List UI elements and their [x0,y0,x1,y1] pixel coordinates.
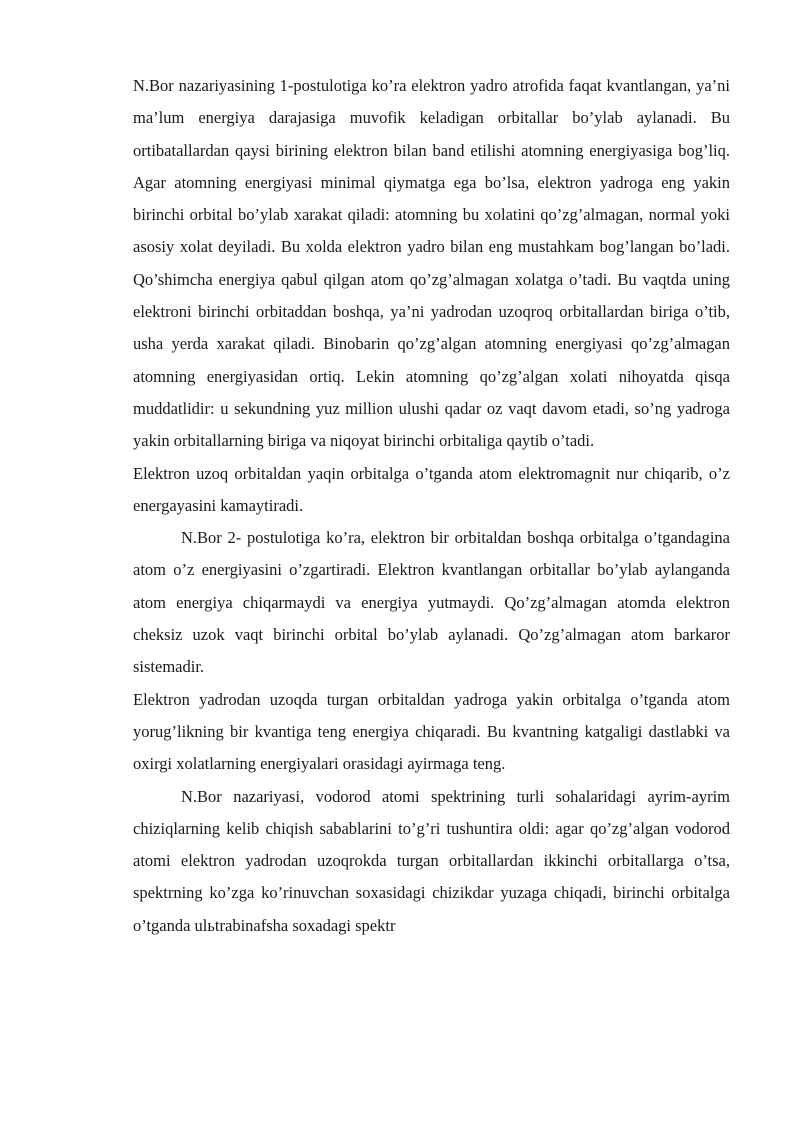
paragraph-electron-transition: Elektron uzoq orbitaldan yaqin orbitalga o’tganda atom elektromagnit nur chiqarib, o’z energayasini kamaytiradi. [133,463,730,515]
paragraph-bor-first-postulate: N.Bor nazariyasining 1-postulotiga ko’ra elektron yadro atrofida faqat kvantlangan, ya’ni ma’lum energiya darajasiga muvofik keladigan orbitallar bo’ylab aylanadi. Bu ortibatallardan qaysi birining elektron bilan band etilishi atomning energiyasiga bog’liq. Agar atomning energiyasi minimal qiymatga ega bo’lsa, elektron yadroga eng yakin birinchi orbital bo’ylab xarakat qiladi: atomning bu xolatini qo’zg’almagan, normal yoki asosiy xolat deyiladi. Bu xolda elektron yadro bilan eng mustahkam bog’langan bo’ladi. Qo’shimcha energiya qabul qilgan atom qo’zg’almagan xolatga o’tadi. Bu vaqtda uning elektroni birinchi orbitaddan boshqa, ya’ni yadrodan uzoqroq orbitallardan biriga o’tib, usha yerda xarakat qiladi. Binobarin qo’zg’algan atomning energiyasi qo’zg’almagan atomning energiyasidan ortiq. Lekin atomning qo’zg’algan xolati nihoyatda qisqa muddatlidir: u sekundning yuz million ulushi qadar oz vaqt davom etadi, so’ng yadroga yakin orbitallarning biriga va niqoyat birinchi orbitaliga qaytib o’tadi. [133,76,730,451]
paragraph-light-quantum: Elektron yadrodan uzoqda turgan orbitaldan yadroga yakin orbitalga o’tganda atom yorug’likning bir kvantiga teng energiya chiqaradi. Bu kvantning katgaligi dastlabki va oxirgi xolatlarning energiyalari orasidagi ayirmaga teng. [133,689,730,774]
paragraph-bor-second-postulate: N.Bor 2- postulotiga ko’ra, elektron bir orbitaldan boshqa orbitalga o’tgandagina atom o’z energiyasini o’zgartiradi. Elektron kvantlangan orbitallar bo’ylab aylanganda atom energiya chiqarmaydi va energiya yutmaydi. Qo’zg’almagan atomda elektron cheksiz uzok vaqt birinchi orbital bo’ylab aylanadi. Qo’zg’almagan atom barkaror sistemadir. [133,528,730,677]
document-page [133,70,730,942]
paragraph-hydrogen-spectrum: N.Bor nazariyasi, vodorod atomi spektrining turli sohalaridagi ayrim-ayrim chiziqlarning kelib chiqish sabablarini to’g’ri tushuntira oldi: agar qo’zg’algan vodorod atomi elektron yadrodan uzoqrokda turgan orbitallardan ikkinchi orbitallarga o’tsa, spektrning ko’zga ko’rinuvchan soxasidagi chizikdar yuzaga chiqadi, birinchi orbitalga o’tganda ulьtrabinafsha soxadagi spektr [133,786,730,935]
